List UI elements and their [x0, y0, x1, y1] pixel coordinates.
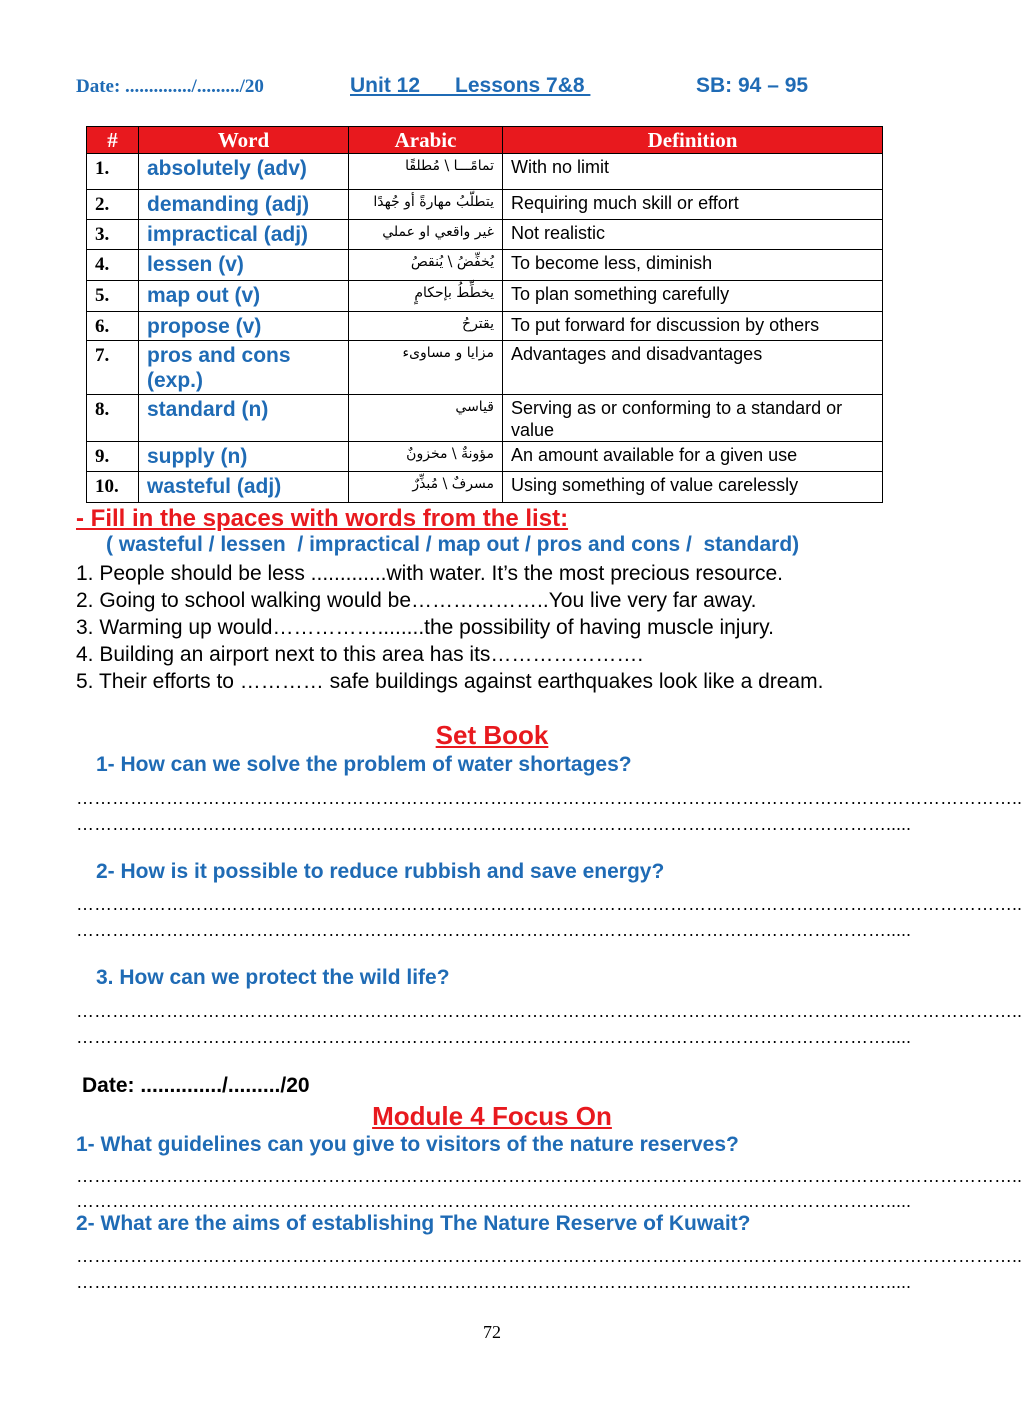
- row-word: propose (v): [139, 312, 349, 341]
- answer-line: ……………………………………………………………………………………………………………………….....: [76, 1027, 912, 1047]
- header-definition: Definition: [503, 127, 883, 154]
- table-header-row: [87, 127, 883, 154]
- row-number: 5.: [87, 281, 139, 312]
- row-definition: Requiring much skill or effort: [503, 190, 883, 220]
- row-arabic: يقترحُ: [349, 312, 503, 341]
- fill-in-sentences: [76, 560, 896, 695]
- row-definition: Advantages and disadvantages: [503, 341, 883, 395]
- sentence-4: 4. Building an airport next to this area has its………………….: [76, 643, 644, 666]
- row-definition: To become less, diminish: [503, 250, 883, 281]
- table-row: [87, 281, 883, 312]
- module-title: Module 4 Focus On: [372, 1101, 612, 1131]
- unit-title: Unit 12 Lessons 7&8: [350, 74, 591, 97]
- row-word: absolutely (adv): [139, 154, 349, 190]
- row-word: standard (n): [139, 395, 349, 442]
- sentence-1: 1. People should be less .............with water. It’s the most precious resource.: [76, 562, 783, 585]
- sentence-3: 3. Warming up would……………........the possibility of having muscle injury.: [76, 616, 774, 639]
- row-definition: An amount available for a given use: [503, 442, 883, 472]
- student-book-pages: SB: 94 – 95: [696, 74, 809, 97]
- table-row: [87, 395, 883, 442]
- row-word: pros and cons (exp.): [139, 341, 349, 395]
- answer-line: ……………………………………………………………………………………………………………………….....: [76, 1272, 912, 1292]
- row-word: map out (v): [139, 281, 349, 312]
- answer-line: …………………………………………………………………………………………………………………………………………..: [76, 894, 1022, 914]
- answer-line: …………………………………………………………………………………………………………………………………………..: [76, 1166, 1022, 1186]
- row-number: 9.: [87, 442, 139, 472]
- row-number: 3.: [87, 220, 139, 250]
- table-row: [87, 442, 883, 472]
- table-row: [87, 190, 883, 220]
- row-number: 7.: [87, 341, 139, 395]
- row-number: 8.: [87, 395, 139, 442]
- row-arabic: مؤونةٌ \ مخزونٌ: [349, 442, 503, 472]
- word-list: ( wasteful / lessen / impractical / map out / pros and cons / standard): [106, 533, 800, 556]
- row-word: wasteful (adj): [139, 472, 349, 503]
- page-number: 72: [483, 1322, 501, 1342]
- row-arabic: يُخفِّضُ \ يُنقصُ: [349, 250, 503, 281]
- header-arabic: Arabic: [349, 127, 503, 154]
- row-word: demanding (adj): [139, 190, 349, 220]
- answer-line: …………………………………………………………………………………………………………………………………………..: [76, 788, 1022, 808]
- date-label-2: Date: ............../........./20: [82, 1074, 310, 1097]
- set-book-question-2: 2- How is it possible to reduce rubbish and save energy?: [96, 860, 665, 883]
- table-row: [87, 220, 883, 250]
- row-number: 1.: [87, 154, 139, 190]
- answer-line: …………………………………………………………………………………………………………………………………………..: [76, 1001, 1022, 1021]
- row-arabic: يتطلّبُ مهارةً أو جُهدًا: [349, 190, 503, 220]
- module-question-1: 1- What guidelines can you give to visitors of the nature reserves?: [76, 1133, 739, 1156]
- row-arabic: قياسي: [349, 395, 503, 442]
- row-arabic: يخطِّطُ بإحكامٍ: [349, 281, 503, 312]
- row-word: lessen (v): [139, 250, 349, 281]
- table-row: [87, 312, 883, 341]
- answer-line: ……………………………………………………………………………………………………………………….....: [76, 920, 912, 940]
- row-arabic: مزايا و مساوىء: [349, 341, 503, 395]
- row-word: impractical (adj): [139, 220, 349, 250]
- module-question-2: 2- What are the aims of establishing The Nature Reserve of Kuwait?: [76, 1212, 751, 1235]
- row-number: 6.: [87, 312, 139, 341]
- table-row: [87, 341, 883, 395]
- fill-in-title: - Fill in the spaces with words from the list:: [76, 505, 569, 532]
- row-arabic: مسرفٌ \ مُبذِّرٌ: [349, 472, 503, 503]
- row-definition: Not realistic: [503, 220, 883, 250]
- answer-line: ……………………………………………………………………………………………………………………….....: [76, 814, 912, 834]
- header-word: Word: [139, 127, 349, 154]
- table-row: [87, 154, 883, 190]
- header-number: #: [87, 127, 139, 154]
- date-label: Date: ............../........./20: [76, 76, 264, 97]
- row-definition: Using something of value carelessly: [503, 472, 883, 503]
- row-definition: Serving as or conforming to a standard or value: [503, 395, 883, 442]
- row-number: 10.: [87, 472, 139, 503]
- row-arabic: غير واقعي او عملي: [349, 220, 503, 250]
- row-number: 4.: [87, 250, 139, 281]
- sentence-5: 5. Their efforts to ………… safe buildings against earthquakes look like a dream.: [76, 670, 824, 693]
- answer-line: ……………………………………………………………………………………………………………………….....: [76, 1191, 912, 1211]
- page-header: [76, 74, 916, 102]
- set-book-question-3: 3. How can we protect the wild life?: [96, 966, 450, 989]
- set-book-title: Set Book: [435, 720, 549, 750]
- vocabulary-table: [86, 126, 883, 503]
- row-definition: To plan something carefully: [503, 281, 883, 312]
- sentence-2: 2. Going to school walking would be………………..You live very far away.: [76, 589, 757, 612]
- row-definition: To put forward for discussion by others: [503, 312, 883, 341]
- row-number: 2.: [87, 190, 139, 220]
- table-row: [87, 472, 883, 503]
- row-definition: With no limit: [503, 154, 883, 190]
- row-arabic: تمامًـــا \ مُطلقًا: [349, 154, 503, 190]
- row-word: supply (n): [139, 442, 349, 472]
- table-row: [87, 250, 883, 281]
- answer-line: …………………………………………………………………………………………………………………………………………..: [76, 1246, 1022, 1266]
- set-book-question-1: 1- How can we solve the problem of water shortages?: [96, 753, 632, 776]
